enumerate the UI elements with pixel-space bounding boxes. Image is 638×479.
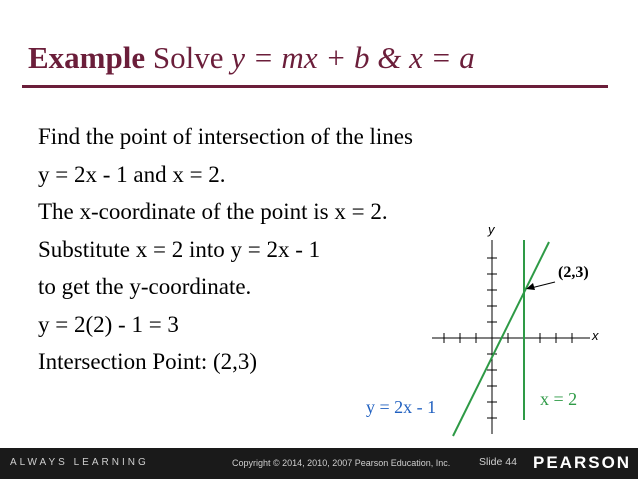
slide-number: Slide 44	[479, 456, 517, 468]
line-y-equals-2x-minus-1	[453, 242, 549, 436]
copyright-text: Copyright © 2014, 2010, 2007 Pearson Education, Inc.	[232, 458, 451, 468]
pointer-arrow	[531, 282, 555, 288]
title-text: Solve	[145, 40, 232, 75]
footer-bar	[0, 448, 638, 479]
body-line-2: y = 2x - 1 and x = 2.	[38, 161, 226, 187]
pearson-logo: PEARSON	[533, 453, 632, 472]
title-bold: Example	[28, 40, 146, 75]
y-axis-label: y	[488, 222, 495, 237]
line2-label: x = 2	[540, 389, 578, 409]
title-math: y = mx + b & x = a	[231, 40, 475, 75]
x-axis-label: x	[592, 328, 599, 343]
intersection-point-label: (2,3)	[558, 264, 589, 281]
body-line-5: to get the y-coordinate.	[38, 274, 252, 299]
body-line-1: Find the point of intersection of the lines	[38, 124, 413, 149]
body-line-7: Intersection Point: (2,3)	[38, 349, 258, 374]
body-line-3: The x-coordinate of the point is x = 2.	[38, 199, 388, 224]
body-line-6: y = 2(2) - 1 = 3	[38, 311, 179, 337]
line1-label: y = 2x - 1	[366, 397, 437, 417]
body-line-4: Substitute x = 2 into y = 2x - 1	[38, 236, 321, 262]
always-learning-tagline: ALWAYS LEARNING	[10, 457, 149, 468]
